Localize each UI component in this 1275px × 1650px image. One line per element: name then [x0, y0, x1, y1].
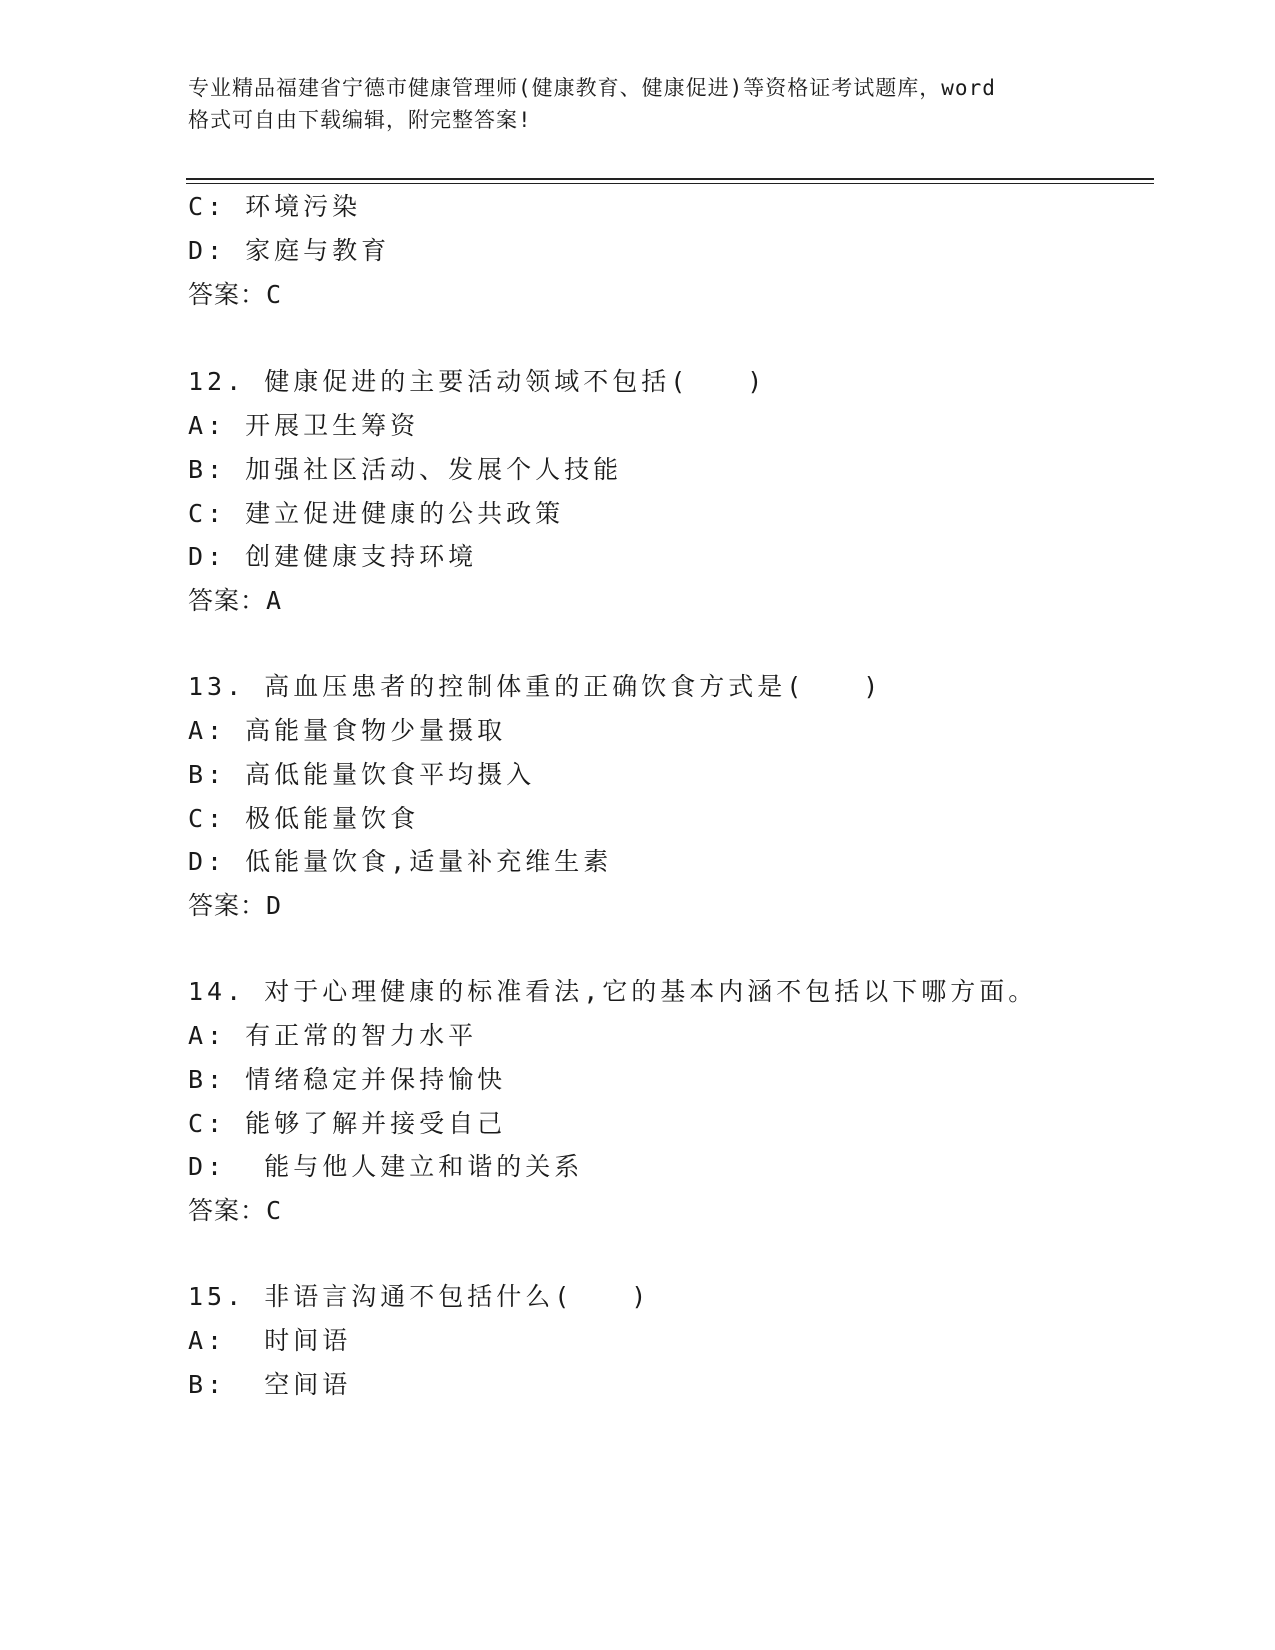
header-line-1: 专业精品福建省宁德市健康管理师(健康教育、健康促进)等资格证考试题库，word: [188, 76, 996, 100]
option-a: A: 高能量食物少量摄取: [188, 716, 507, 745]
answer-line: 答案：C: [188, 1196, 283, 1225]
header-rule-thin: [186, 183, 1154, 184]
option-d: D: 低能量饮食,适量补充维生素: [188, 847, 613, 876]
question-stem: 14. 对于心理健康的标准看法,它的基本内涵不包括以下哪方面。: [188, 977, 1038, 1006]
option-d: D: 创建健康支持环境: [188, 542, 478, 571]
option-a: A: 时间语: [188, 1326, 352, 1355]
document-header: [188, 72, 1088, 136]
question-stem: 15. 非语言沟通不包括什么( ): [188, 1282, 651, 1311]
answer-line: 答案：A: [188, 586, 283, 615]
question-stem: 12. 健康促进的主要活动领域不包括( ): [188, 367, 767, 396]
option-b: B: 空间语: [188, 1370, 352, 1399]
option-b: B: 高低能量饮食平均摄入: [188, 760, 536, 789]
option-d: D: 能与他人建立和谐的关系: [188, 1152, 584, 1181]
header-rule-thick: [186, 178, 1154, 180]
option-a: A: 开展卫生筹资: [188, 411, 420, 440]
option-b: B: 加强社区活动、发展个人技能: [188, 455, 623, 484]
answer-line: 答案：C: [188, 280, 283, 309]
question-stem: 13. 高血压患者的控制体重的正确饮食方式是( ): [188, 672, 883, 701]
option-b: B: 情绪稳定并保持愉快: [188, 1065, 507, 1094]
option-c: C: 能够了解并接受自己: [188, 1109, 507, 1138]
option-c: C: 极低能量饮食: [188, 804, 420, 833]
answer-line: 答案：D: [188, 891, 283, 920]
option-c: C: 建立促进健康的公共政策: [188, 499, 565, 528]
header-line-2: 格式可自由下载编辑，附完整答案!: [188, 108, 532, 132]
option-c: C: 环境污染: [188, 192, 362, 221]
option-d: D: 家庭与教育: [188, 236, 391, 265]
option-a: A: 有正常的智力水平: [188, 1021, 478, 1050]
